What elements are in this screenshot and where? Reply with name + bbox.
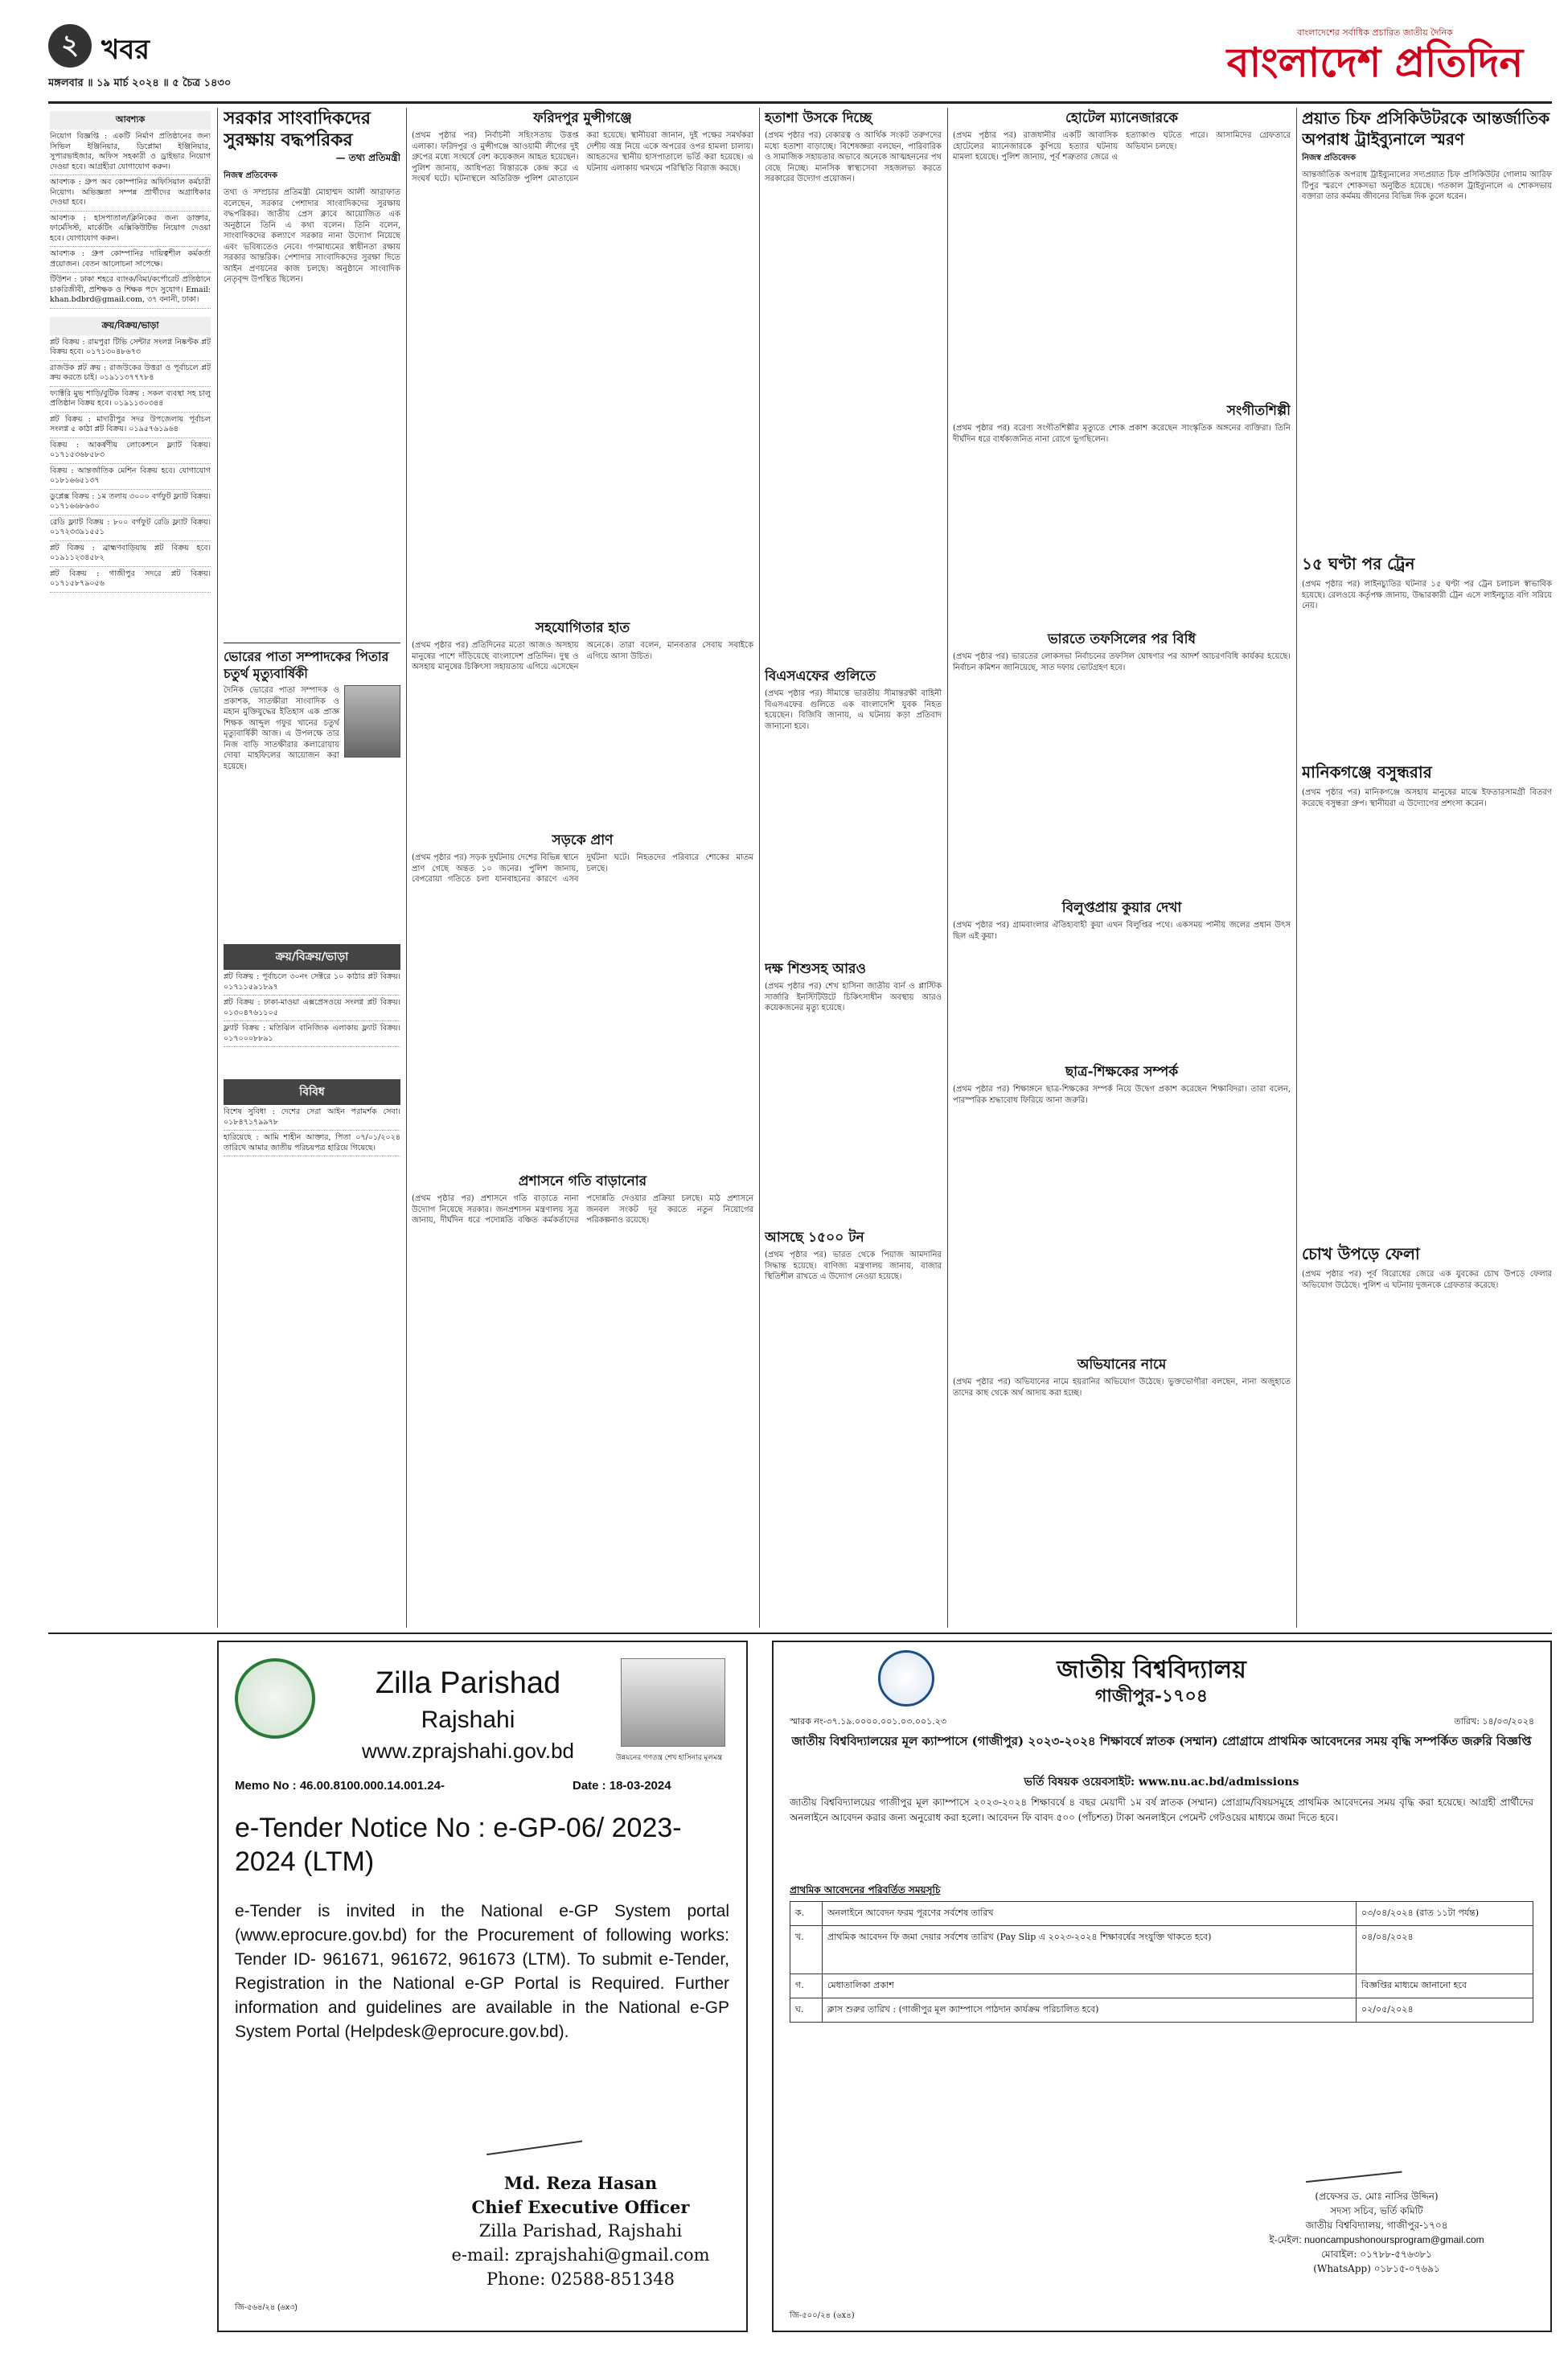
headline-bhorer-pata: ভোরের পাতা সম্পাদকের পিতার চতুর্থ মৃত্যুবার্ষিকী <box>224 649 389 681</box>
signer-org: জাতীয় বিশ্ববিদ্যালয়, গাজীপুর-১৭০৪ <box>1305 2220 1448 2231</box>
ad-phone: Phone: 02588-851348 <box>486 2269 675 2289</box>
headline-india-election: ভারতে তফসিলের পর বিধি <box>1047 631 1197 647</box>
article-body: (প্রথম পৃষ্ঠার পর) পূর্ব বিরোধের জেরে এক যুবকের চোখ উপড়ে ফেলার অভিযোগ উঠেছে। পুলিশ এ ঘটনায় দুজনকে গ্রেফতার করেছে। <box>1302 1270 1552 1290</box>
table-row: ঘ. ক্লাস শুরুর তারিখ : (গাজীপুর মূল ক্যাম্পাসে পাঠদান কার্যক্রম পরিচালিত হবে) ০২/০৫/২০২৪ <box>790 1998 1533 2023</box>
article-body: (প্রথম পৃষ্ঠার পর) নির্বাচনী সহিংসতায় উত্তপ্ত এলাকা। ফরিদপুর ও মুন্সীগঞ্জে আওয়ামী লীগের দুই গ্রুপের মধ্যে সংঘর্ষে বেশ কয়েকজন আহত হয়েছেন। পুলিশ জানায়, আধিপত্য বিস্তারকে কেন্দ্র করে এ সংঘর্ষ ঘটে। ঘটনাস্থলে অতিরিক্ত পুলিশ মোতায়েন করা হয়েছে। স্থানীয়রা জানান, দুই পক্ষের সমর্থকরা দেশীয় অস্ত্র নিয়ে একে অপরের ওপর হামলা চালায়। আহতদের স্থানীয় হাসপাতালে ভর্তি করা হয়েছে। এ ঘটনায় এলাকায় থমথমে পরিস্থিতি বিরাজ করছে। <box>412 131 753 183</box>
headline-onion: আসছে ১৫০০ টন <box>765 1230 864 1246</box>
classified-item: আবশ্যক : হাসপাতাল/ক্লিনিকের জন্য ডাক্তার, ফার্মেসিস্ট, মার্কেটিং এক্সিকিউটিভ নিয়োগ দেওয়া হবে। যোগাযোগ করুন। <box>50 212 211 248</box>
classified-item: প্লট বিক্রয় : ঢাকা-মাওয়া এক্সপ্রেসওয়ে সংলগ্ন প্লট বিক্রয়। ০১৩০৪৭৬১১০৫ <box>224 996 400 1021</box>
signer-title: সদস্য সচিব, ভর্তি কমিটি <box>1330 2205 1423 2216</box>
article-body: (প্রথম পৃষ্ঠার পর) সীমান্তে ভারতীয় সীমান্তরক্ষী বাহিনী বিএসএফের গুলিতে এক বাংলাদেশি যুবক নিহত হয়েছেন। বিজিবি জানায়, এ ঘটনায় কড়া প্রতিবাদ জানানো হবে। <box>765 689 942 731</box>
memo-date: Date : 18-03-2024 <box>573 1779 671 1793</box>
headline-drive: অভিযানের নামে <box>1077 1357 1167 1373</box>
university-title: জাতীয় বিশ্ববিদ্যালয় <box>1057 1656 1246 1684</box>
memo-date: তারিখ: ১৪/০৩/২০২৪ <box>1454 1716 1534 1727</box>
article-body: তথ্য ও সম্প্রচার প্রতিমন্ত্রী মোহাম্মদ আলী আরাফাত বলেছেন, সরকার পেশাদার সাংবাদিকদের সুরক্ষায় বদ্ধপরিকর। জাতীয় প্রেস ক্লাবে আয়োজিত এক অনুষ্ঠানে তিনি এ কথা বলেন। তিনি বলেন, সাংবাদিকদের কল্যাণে সরকার নানা উদ্যোগ নিয়েছে এবং ভবিষ্যতেও নেবে। গণমাধ্যমের স্বাধীনতা রক্ষায় সরকার আন্তরিক। পেশাদার সাংবাদিকদের সুরক্ষা দিতে আইন প্রণয়নের কাজ চলছে। অনুষ্ঠানে সাংবাদিক নেতৃবৃন্দ উপস্থিত ছিলেন। <box>224 188 400 284</box>
schedule-head: প্রাথমিক আবেদনের পরিবর্তিত সময়সূচি <box>790 1884 941 1896</box>
headline-well: বিলুপ্তপ্রায় কুয়ার দেখা <box>1061 900 1182 916</box>
classified-item: রেডি ফ্ল্যাট বিক্রয় : ৮০০ বর্গফুট রেডি ফ্ল্যাট বিক্রয়। ০১৭২৩৩৯১৫৫১ <box>50 515 211 541</box>
classified-item: প্লট বিক্রয় : ব্রাহ্মণবাড়িয়ায় প্লট বিক্রয় হবে। ০১৯১১২৩৪৫৮২ <box>50 541 211 567</box>
classified-item: প্লট বিক্রয় : পূর্বাচলে ৩০নং সেক্টরে ১০ কাঠার প্লট বিক্রয়। ০১৭১১৫৯১৮৯৭ <box>224 970 400 996</box>
headline-tribunal: প্রয়াত চিফ প্রসিকিউটরকে আন্তর্জাতিক অপরাধ ট্রাইব্যুনালে স্মরণ <box>1302 109 1550 149</box>
classified-item: ডুপ্লেক্স বিক্রয় : ১ম তলায় ৩০০০ বর্গফুট ফ্ল্যাট বিক্রয়। ০১৭১৬৬৮৬৩০ <box>50 490 211 515</box>
memo-number: স্মারক নং-৩৭.১৯.০০০০.০০১.০৩.০০১.২৩ <box>790 1716 947 1727</box>
column-6 <box>1302 108 1552 1628</box>
classified-item: বিশেষ সুবিধা : দেশের সেরা আইন পরামর্শক সেবা। ০১৮৪৭১৭৯৯৭৮ <box>224 1105 400 1131</box>
article-body: (প্রথম পৃষ্ঠার পর) শিক্ষাঙ্গনে ছাত্র-শিক্ষকের সম্পর্ক নিয়ে উদ্বেগ প্রকাশ করেছেন শিক্ষাবিদরা। তারা বলেন, পারস্পরিক শ্রদ্ধাবোধ ফিরিয়ে আনা জরুরি। <box>953 1085 1291 1105</box>
paper-logo: বাংলাদেশ প্রতিদিন <box>1226 39 1524 86</box>
article-body: (প্রথম পৃষ্ঠার পর) ভারত থেকে পিয়াজ আমদানির সিদ্ধান্ত হয়েছে। বাণিজ্য মন্ত্রণালয় জানায়, বাজার স্থিতিশীল রাখতে এ উদ্যোগ নেওয়া হয়েছে। <box>765 1251 942 1281</box>
column-4 <box>765 108 942 1628</box>
byline: নিজস্ব প্রতিবেদক <box>1302 154 1357 162</box>
signature <box>482 2110 582 2155</box>
classified-item: রাজউক প্লট ক্রয় : রাজউকের উত্তরা ও পূর্বাচলে প্লট ক্রয় করতে চাই। ০১৯১১৩৭৭৭৮৪ <box>50 361 211 387</box>
byline: নিজস্ব প্রতিবেদক <box>224 171 278 180</box>
classified-item: ফ্যাক্টরি মুভ শাড়ি/বুটিক বিক্রয় : সকল ব্যবস্থা সহ চালু প্রতিষ্ঠান বিক্রয় হবে। ০১৯১১৩০৩৪৪ <box>50 387 211 413</box>
schedule-table <box>790 1901 1533 2023</box>
headline-administration: প্রশাসনে গতি বাড়ানোর <box>518 1173 647 1189</box>
section-label: খবর <box>101 34 150 66</box>
contact-whatsapp: (WhatsApp) ০১৮১৫-০৭৬৯১ <box>1313 2263 1440 2274</box>
article-body: (প্রথম পৃষ্ঠার পর) গ্রামবাংলার ঐতিহ্যবাহী কুয়া এখন বিলুপ্তির পথে। একসময় পানীয় জলের প্রধান উৎস ছিল এই কুয়া। <box>953 921 1291 941</box>
left-classified-column <box>50 108 211 1628</box>
headline-frustration: হতাশা উসকে দিচ্ছে <box>765 110 872 126</box>
headline-children: দক্ষ শিশুসহ আরও <box>765 961 866 977</box>
headline-faridpur: ফরিদপুর মুন্সীগঞ্জে <box>533 110 632 126</box>
university-logo-icon <box>878 1650 934 1707</box>
signer-title: Chief Executive Officer <box>471 2197 690 2217</box>
classified-item: প্লট বিক্রয় : মাদারীপুর সদর উপজেলায় পূর্বাচল সংলগ্ন ৫ কাঠা প্লট বিক্রয়। ০১৯৫৭৬১৯৬৪ <box>50 413 211 438</box>
notice-title: জাতীয় বিশ্ববিদ্যালয়ের মূল ক্যাম্পাসে (গাজীপুর) ২০২৩-২০২৪ শিক্ষাবর্ষে স্নাতক (সম্মান) প্রোগ্রামে প্রাথমিক আবেদনের সময় বৃদ্ধি সম্পর্কিত জরুরি বিজ্ঞপ্তি <box>791 1734 1532 1748</box>
headline-manikganj: মানিকগঞ্জে বসুন্ধরার <box>1302 762 1432 782</box>
classified-item: টিউশন : ঢাকা শহরে ব্যাংক/বিমা/কর্পোরেট প্রতিষ্ঠানে চাকরিজীবী, প্রশিক্ষক ও শিক্ষক পদে সুযোগ। Email: khan.bdbrd@gmail.com, ৩৭ বনানী, ঢাকা। <box>50 273 211 309</box>
column-divider <box>759 108 760 1628</box>
classified-item: আবশ্যক : গ্রুপ কোম্পানির দায়িত্বশীল কর্মকর্তা প্রয়োজন। বেতন আলোচনা সাপেক্ষে। <box>50 247 211 273</box>
dateline: মঙ্গলবার ॥ ১৯ মার্চ ২০২৪ ॥ ৫ চৈত্র ১৪৩০ <box>48 77 232 89</box>
column-3 <box>412 108 753 1628</box>
classified-item: প্লট বিক্রয় : গাজীপুর সদরে প্লট বিক্রয়। ০১৭১৫৮৭৯০৫৬ <box>50 567 211 593</box>
article-body: (প্রথম পৃষ্ঠার পর) লাইনচ্যুতির ঘটনার ১৫ ঘণ্টা পর ট্রেন চলাচল স্বাভাবিক হয়েছে। রেলওয়ে কর্তৃপক্ষ জানায়, উদ্ধারকারী ট্রেন এসে লাইনচ্যুত বগি সরিয়ে নেয়। <box>1302 580 1552 610</box>
ad-ref: জি-৫০০/২৪ (৬x৪) <box>790 2311 855 2320</box>
page-number: ২ <box>60 29 80 61</box>
article-body: (প্রথম পৃষ্ঠার পর) অভিযানের নামে হয়রানির অভিযোগ উঠেছে। ভুক্তভোগীরা বলছেন, নানা অজুহাতে তাদের কাছ থেকে অর্থ আদায় করা হচ্ছে। <box>953 1378 1291 1398</box>
signer-org: Zilla Parishad, Rajshahi <box>478 2221 683 2241</box>
column-divider <box>947 108 948 1628</box>
classified-head-sale: ক্রয়/বিক্রয়/ভাড়া <box>50 317 211 335</box>
article-body: (প্রথম পৃষ্ঠার পর) ভারতের লোকসভা নির্বাচনের তফসিল ঘোষণার পর আদর্শ আচরণবিধি কার্যকর হয়েছে। নির্বাচন কমিশন জানিয়েছে, সাত দফায় ভোটগ্রহণ হবে। <box>953 652 1291 672</box>
memo-number: Memo No : 46.00.8100.000.14.001.24- <box>235 1779 445 1793</box>
article-body: (প্রথম পৃষ্ঠার পর) প্রতিদিনের মতো আজও অসহায় মানুষের পাশে দাঁড়িয়েছে বাংলাদেশ প্রতিদিন। দুস্থ ও অসহায় মানুষের চিকিৎসা সহায়তায় এগিয়ে এসেছেন অনেকে। তারা বলেন, মানবতার সেবায় সবাইকে এগিয়ে আসা উচিত। <box>412 641 753 672</box>
classified-item: বিক্রয় : আন্তর্জাতিক মেশিন বিক্রয় হবে। যোগাযোগ ০১৮১৬৬৫১৩৭ <box>50 464 211 490</box>
signer-block <box>1224 2189 1529 2276</box>
ad-top-rule <box>48 1633 1552 1634</box>
govt-seal-icon <box>235 1658 315 1739</box>
contact-email[interactable]: ই-মেইল: nuoncampushonoursprogram@gmail.com <box>1269 2234 1484 2245</box>
column-2 <box>224 108 400 1628</box>
classified-head-sale: ক্রয়/বিক্রয়/ভাড়া <box>224 944 400 970</box>
headline-hotel: হোটেল ম্যানেজারকে <box>1065 110 1178 126</box>
classified-item: হারিয়েছে : আমি শাহীন আক্তার, পিতা ০৭/০১/২০২৪ তারিখে আমার জাতীয় পরিচয়পত্র হারিয়ে গিয়েছে। <box>224 1131 400 1156</box>
headline-train: ১৫ ঘণ্টা পর ট্রেন <box>1302 554 1415 573</box>
portrait-caption: উন্নয়নের গণতন্ত্র শেখ হাসিনার মূলমন্ত্র <box>615 1753 723 1761</box>
masthead-rule <box>48 101 1552 104</box>
tender-title: e-Tender Notice No : e-GP-06/ 2023-2024 (LTM) <box>235 1813 682 1877</box>
ad-org-name: Zilla Parishad <box>375 1666 561 1700</box>
classified-head-wanted: আবশ্যক <box>50 111 211 129</box>
ad-ref: জি-৫৬৪/২৪ (৬x৩) <box>235 2303 298 2312</box>
article-body: (প্রথম পৃষ্ঠার পর) মানিকগঞ্জে অসহায় মানুষের মাঝে ইফতারসামগ্রী বিতরণ করেছে বসুন্ধরা গ্রুপ। স্থানীয়রা এ উদ্যোগের প্রশংসা করেন। <box>1302 788 1552 808</box>
article-body: আন্তর্জাতিক অপরাধ ট্রাইব্যুনালের সদ্যপ্রয়াত চিফ প্রসিকিউটর গোলাম আরিফ টিপুর স্মরণে শোকসভা অনুষ্ঠিত হয়েছে। গতকাল ট্রাইব্যুনালে এ শোকসভায় বক্তারা তার কর্মময় জীবনের বিভিন্ন দিক তুলে ধরেন। <box>1302 170 1552 201</box>
article-body: (প্রথম পৃষ্ঠার পর) প্রশাসনে গতি বাড়াতে নানা উদ্যোগ নিয়েছে সরকার। জনপ্রশাসন মন্ত্রণালয় সূত্র জানায়, দীর্ঘদিন ধরে পদোন্নতি বঞ্চিত কর্মকর্তাদের পদোন্নতি দেওয়ার প্রক্রিয়া চলছে। মাঠ প্রশাসনে জনবল সংকট দূর করতে নতুন নিয়োগের পরিকল্পনাও রয়েছে। <box>412 1194 753 1225</box>
classified-item: ফ্ল্যাট বিক্রয় : মতিঝিল বানিজ্যিক এলাকায় ফ্ল্যাট বিক্রয়। ০১৭০০০৮৮৯১ <box>224 1021 400 1047</box>
classified-item: বিক্রয় : আকর্ষণীয় লোকেশনে ফ্ল্যাট বিক্রয়। ০১৭১৫৩৬৮৫৮৩ <box>50 438 211 464</box>
university-subtitle: গাজীপুর-১৭০৪ <box>1094 1686 1209 1707</box>
headline-student-teacher: ছাত্র-শিক্ষকের সম্পর্ক <box>1065 1064 1179 1080</box>
ad-email[interactable]: e-mail: zprajshahi@gmail.com <box>451 2245 710 2265</box>
classified-item: প্লট বিক্রয় : রামপুরা টিভি সেন্টার সংলগ্ন নিষ্কণ্টক প্লট বিক্রয় হবে। ০১৭১৩০৪৮৬৭৩ <box>50 335 211 361</box>
article-body: (প্রথম পৃষ্ঠার পর) রাজধানীর একটি আবাসিক হোটেলের ম্যানেজারকে কুপিয়ে হত্যার ঘটনায় মামলা হয়েছে। পুলিশ জানায়, পূর্ব শত্রুতার জেরে এ হত্যাকাণ্ড ঘটতে পারে। আসামিদের গ্রেফতারে অভিযান চলছে। <box>953 131 1291 162</box>
signer-name: Md. Reza Hasan <box>503 2173 658 2193</box>
subhead-journalists: — তথ্য প্রতিমন্ত্রী <box>335 152 400 163</box>
tender-body: e-Tender is invited in the National e-GP System portal (www.eprocure.gov.bd) for the Procurement of following works: Tender ID- 961671, 961672, 961673 (LTM). To submit e-Tender, Registration in the National e-GP Portal is Required. Further information and guidelines are available in the National e-GP System Portal (Helpdesk@eprocure.gov.bd). <box>235 1902 729 2041</box>
contact-mobile: মোবাইল: ০১৭৮৮-৫৭৬৩৮১ <box>1321 2249 1432 2260</box>
ad-city: Rajshahi <box>421 1707 515 1733</box>
article-body: (প্রথম পৃষ্ঠার পর) বরেণ্য সংগীতশিল্পীর মৃত্যুতে শোক প্রকাশ করেছেন সাংস্কৃতিক অঙ্গনের ব্যক্তিরা। তিনি দীর্ঘদিন ধরে বার্ধক্যজনিত নানা রোগে ভুগছিলেন। <box>953 424 1291 444</box>
column-divider <box>406 108 407 1628</box>
portrait-photo <box>621 1658 725 1747</box>
admission-website[interactable]: ভর্তি বিষয়ক ওয়েবসাইট: www.nu.ac.bd/admissions <box>1024 1776 1299 1789</box>
headline-road: সড়কে প্রাণ <box>552 832 614 848</box>
classified-item: নিয়োগ বিজ্ঞপ্তি : একটি নির্মাণ প্রতিষ্ঠানের জন্য সিভিল ইঞ্জিনিয়ার, ডিপ্লোমা ইঞ্জিনিয়ার, সুপারভাইজার, অফিস সহকারী ও ড্রাইভার নিয়োগ দেওয়া হবে। আগ্রহীরা যোগাযোগ করুন। <box>50 129 211 175</box>
signature <box>1303 2144 1402 2183</box>
article-body: (প্রথম পৃষ্ঠার পর) সড়ক দুর্ঘটনায় দেশের বিভিন্ন স্থানে প্রাণ গেছে অন্তত ১০ জনের। পুলিশ জানায়, বেপরোয়া গতিতে চলা যানবাহনের কারণে এসব দুর্ঘটনা ঘটে। নিহতদের পরিবারে শোকের মাতম চলছে। <box>412 853 753 884</box>
headline-help: সহযোগিতার হাত <box>535 620 630 636</box>
column-5 <box>953 108 1291 1628</box>
ad-zilla-parishad <box>217 1641 748 2332</box>
article-body: (প্রথম পৃষ্ঠার পর) বেকারত্ব ও আর্থিক সংকট তরুণদের মধ্যে হতাশা বাড়াচ্ছে। বিশেষজ্ঞরা বলছেন, পারিবারিক ও সামাজিক সহায়তার অভাবে অনেকে আত্মহননের পথ বেছে নিচ্ছে। মানসিক স্বাস্থ্যসেবা সহজলভ্য করতে সরকারের উদ্যোগ প্রয়োজন। <box>765 131 942 183</box>
paper-tagline: বাংলাদেশের সর্বাধিক প্রচারিত জাতীয় দৈনিক <box>1297 27 1453 38</box>
headline-singer: সংগীতশিল্পী <box>1226 403 1291 419</box>
headline-journalists: সরকার সাংবাদিকদের সুরক্ষায় বদ্ধপরিকর <box>224 108 371 150</box>
column-divider <box>217 108 218 1628</box>
table-row: খ. প্রাথমিক আবেদন ফি জমা দেয়ার সর্বশেষ তারিখ (Pay Slip এ ২০২৩-২০২৪ শিক্ষাবর্ষের সংযুক্তি থাকতে হবে) ০৪/০৪/২০২৪ <box>790 1926 1533 1974</box>
classified-item: আবশ্যক : গ্রুপ অব কোম্পানির অফিসিয়াল কর্মচারী নিয়োগ। অভিজ্ঞতা সম্পন্ন প্রার্থীদের অগ্রাধিকার দেওয়া হবে। <box>50 175 211 212</box>
masthead <box>48 24 1552 97</box>
table-row: ক. অনলাইনে আবেদন ফরম পূরণের সর্বশেষ তারিখ ০৩/০৪/২০২৪ (রাত ১১টা পর্যন্ত) <box>790 1902 1533 1926</box>
notice-body: জাতীয় বিশ্ববিদ্যালয়ের গাজীপুর মূল ক্যাম্পাসে ২০২৩-২০২৪ শিক্ষাবর্ষে ৪ বছর মেয়াদী ১ম বর্ষ স্নাতক (সম্মান) প্রোগ্রাম/বিষয়সমূহে প্রাথমিক আবেদনের সময় বৃদ্ধি করা হয়েছে। আগ্রহী প্রার্থীদের অনলাইনে আবেদন করার জন্য অনুরোধ করা হলো। আবেদন ফি বাবদ ৫০০ (পাঁচশত) টাকা অনলাইনে পেমেন্ট গেটওয়ের মাধ্যমে জমা দিতে হবে। <box>790 1797 1533 1823</box>
headline-eye: চোখ উপড়ে ফেলা <box>1302 1244 1420 1263</box>
signer-name: (প্রফেসর ড. মোঃ নাসির উদ্দিন) <box>1315 2191 1439 2202</box>
column-divider <box>1296 108 1297 1628</box>
ad-national-university <box>772 1641 1552 2332</box>
article-body: দৈনিক ভোরের পাতা সম্পাদক ও প্রকাশক, সাতক্ষীরা সাংবাদিক ও মহান মুক্তিযুদ্ধের ইতিহাস এক প্রাজ্ঞ শিক্ষক আব্দুল গফুর খানের চতুর্থ মৃত্যুবার্ষিকী আজ। এ উপলক্ষে তার নিজ বাড়ি সাতক্ষীরার কলারোয়ায় দোয়া মাহফিলের আয়োজন করা হয়েছে। <box>224 686 339 771</box>
table-row: গ. মেধাতালিকা প্রকাশ বিজ্ঞপ্তির মাধ্যমে জানানো হবে <box>790 1974 1533 1998</box>
headline-bsf: বিএসএফের গুলিতে <box>765 668 876 684</box>
classified-head-misc: বিবিধ <box>224 1079 400 1105</box>
page-number-badge <box>48 24 92 68</box>
portrait-photo <box>344 685 400 758</box>
ad-website[interactable]: www.zprajshahi.gov.bd <box>362 1739 574 1763</box>
article-body: (প্রথম পৃষ্ঠার পর) শেখ হাসিনা জাতীয় বার্ন ও প্লাস্টিক সার্জারি ইনস্টিটিউটে চিকিৎসাধীন অবস্থায় আরও কয়েকজনের মৃত্যু হয়েছে। <box>765 982 942 1012</box>
